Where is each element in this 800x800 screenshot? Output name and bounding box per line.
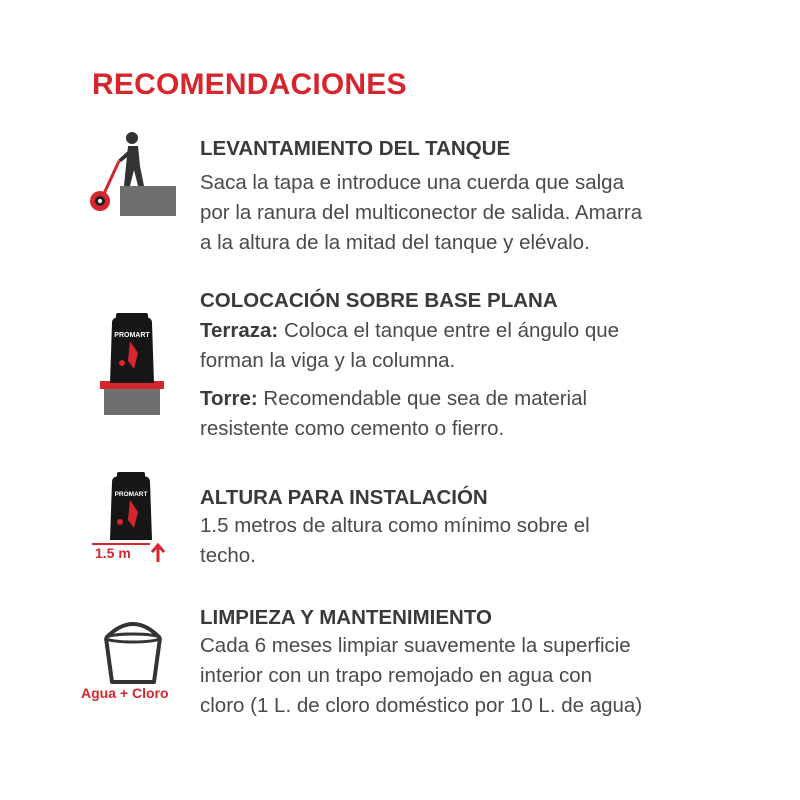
page-title: RECOMENDACIONES	[92, 68, 407, 101]
section-item-terraza: Terraza: Coloca el tanque entre el ángulo que forman la viga y la columna.	[200, 319, 620, 372]
section-body: Cada 6 meses limpiar suavemente la superficie interior con un trapo remojado en agua con cloro (1 L. de cloro doméstico por 10 L. de agua)	[200, 634, 643, 717]
tank-on-base-icon	[98, 313, 168, 417]
section-title: LIMPIEZA Y MANTENIMIENTO	[200, 606, 492, 629]
tank-height-icon	[92, 470, 182, 566]
bucket-label: Agua + Cloro	[81, 685, 169, 701]
bucket-icon	[78, 618, 188, 708]
height-label: 1.5 m	[95, 545, 131, 561]
tank-brand: PROMART	[114, 332, 150, 339]
section-body: Saca la tapa e introduce una cuerda que salga por la ranura del multiconector de salida. Amarra a la altura de la mitad del tanque y elévalo.	[200, 171, 643, 254]
section-title: ALTURA PARA INSTALACIÓN	[200, 486, 488, 509]
section-title: COLOCACIÓN SOBRE BASE PLANA	[200, 289, 558, 312]
person-lifting-tank-icon	[88, 130, 178, 220]
section-item-torre: Torre: Recomendable que sea de material resistente como cemento o fierro.	[200, 387, 588, 440]
tank-brand: PROMART	[114, 491, 148, 498]
section-title: LEVANTAMIENTO DEL TANQUE	[200, 137, 511, 160]
section-body: 1.5 metros de altura como mínimo sobre el techo.	[200, 514, 590, 567]
